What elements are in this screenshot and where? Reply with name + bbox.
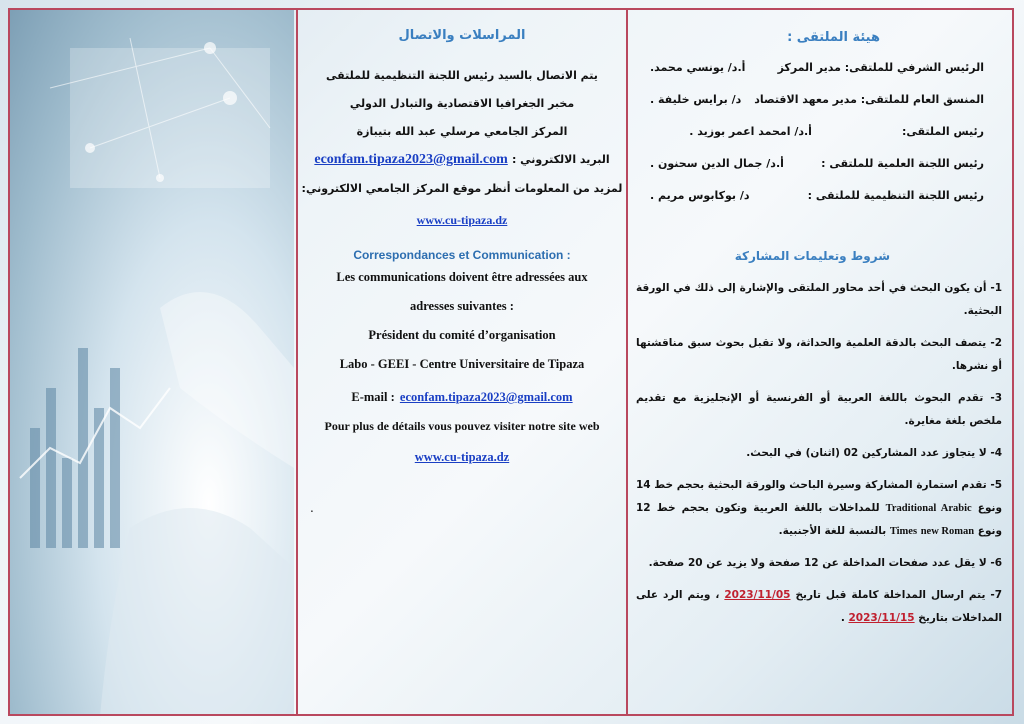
site-link-fr[interactable]: www.cu-tipaza.dz (414, 450, 510, 464)
condition-7-part-a: 7- يتم ارسال المداخلة كاملة قبل تاريخ (795, 589, 1003, 601)
condition-5-font-2a: Times (889, 526, 918, 537)
board-row-1 (630, 55, 984, 79)
condition-5-part-b: للمداخلات باللغة العربية وتكون بحجم خط 12 ونوع (636, 502, 1002, 537)
board-person: د/ بوكابوس مريم . (650, 188, 750, 202)
email-row-fr (300, 386, 624, 405)
conditions-title: شروط وتعليمات المشاركة (734, 249, 890, 263)
board-panel (630, 16, 1010, 639)
board-row-2 (630, 87, 984, 111)
condition-5 (636, 474, 1002, 543)
board-role: الرئيس الشرفي للملتقى: مدير المركز (777, 60, 984, 74)
fold-line-left (296, 8, 298, 716)
email-label-fr: E-mail : (351, 390, 395, 404)
board-person: أ.د/ جمال الدين سحنون . (650, 156, 784, 170)
board-role: المنسق العام للملتقى: مدير معهد الاقتصاد (754, 92, 984, 106)
board-role: رئيس الملتقى: (901, 124, 984, 138)
email-label-ar: البريد الالكتروني : (511, 153, 610, 166)
condition-7-part-d: . (840, 612, 845, 624)
board-row-3 (630, 119, 984, 143)
response-date: 2023/11/15 (848, 612, 915, 624)
board-title: هيئة الملتقى : (787, 30, 880, 45)
contact-title-ar: المراسلات والاتصال (398, 28, 526, 43)
site-link-ar[interactable]: www.cu-tipaza.dz (416, 213, 508, 227)
board-list (630, 55, 1010, 207)
board-role: رئيس اللجنة العلمية للملتقى : (821, 156, 984, 170)
fr-line-4: Labo - GEEI - Centre Universitaire de Tipaza (339, 357, 585, 371)
fr-more-info: Pour plus de détails vous pouvez visiter notre site web (324, 419, 600, 433)
board-row-5 (630, 183, 984, 207)
condition-5-part-a: 5- تقدم استمارة المشاركة وسيرة الباحث والورقة البحثية بحجم خط 14 ونوع (636, 479, 1002, 514)
board-person: أ.د/ امحمد اعمر بوزيد . (689, 124, 812, 138)
email-row-ar (300, 152, 624, 168)
condition-2: 2- يتصف البحث بالدقة العلمية والحداثة، ولا تقبل بحوث سبق مناقشتها أو نشرها. (636, 337, 1002, 372)
condition-5-font-1: Traditional Arabic (885, 503, 972, 514)
contact-line-1: يتم الاتصال بالسيد رئيس اللجنة التنظيمية للملتقى (326, 69, 598, 82)
condition-3: 3- تقدم البحوث باللغة العربية أو الفرنسية أو الإنجليزية مع تقديم ملخص بلغة مغايرة. (636, 392, 1002, 427)
condition-1: 1- أن يكون البحث في أحد محاور الملتقى والإشارة إلى ذلك في الورقة البحثية. (636, 282, 1002, 317)
board-role: رئيس اللجنة التنظيمية للملتقى : (807, 188, 984, 202)
condition-5-part-c: بالنسبة للغة الأجنبية. (778, 525, 887, 537)
conditions-list (630, 277, 1010, 630)
contact-panel (300, 16, 624, 515)
condition-6: 6- لا يقل عدد صفحات المداخلة عن 12 صفحة ولا يزيد عن 20 صفحة. (648, 557, 1002, 569)
email-link-fr[interactable]: econfam.tipaza2023@gmail.com (399, 390, 573, 404)
contact-title-fr: Correspondances et Communication : (353, 248, 571, 262)
condition-4: 4- لا يتجاوز عدد المشاركين 02 (اثنان) في البحث. (746, 447, 1002, 459)
condition-7-part-b: ، ويتم الرد على المداخلات (636, 589, 1002, 624)
fr-line-1: Les communications doivent être adressées aux (336, 270, 588, 284)
condition-5-font-2b: new Roman (920, 526, 975, 537)
board-person: د/ برايس خليفة . (650, 92, 742, 106)
deadline-date: 2023/11/05 (724, 589, 791, 601)
board-row-4 (630, 151, 984, 175)
fold-line-right (626, 8, 628, 716)
more-info-ar: لمزيد من المعلومات أنظر موقع المركز الجامعي الالكتروني: (301, 182, 623, 195)
stray-dot: . (310, 501, 314, 515)
fr-line-2: adresses suivantes : (410, 299, 514, 313)
board-person: أ.د/ يونسي محمد. (650, 60, 746, 74)
fr-line-3: Président du comité d’organisation (368, 328, 556, 342)
contact-line-2: مخبر الجغرافيا الاقتصادية والتبادل الدولي (349, 97, 575, 110)
contact-line-3: المركز الجامعي مرسلي عبد الله بتيبازة (356, 125, 568, 138)
condition-7-part-c: بتاريخ (918, 612, 948, 624)
email-link-ar[interactable]: econfam.tipaza2023@gmail.com (314, 152, 508, 167)
condition-7 (636, 584, 1002, 630)
